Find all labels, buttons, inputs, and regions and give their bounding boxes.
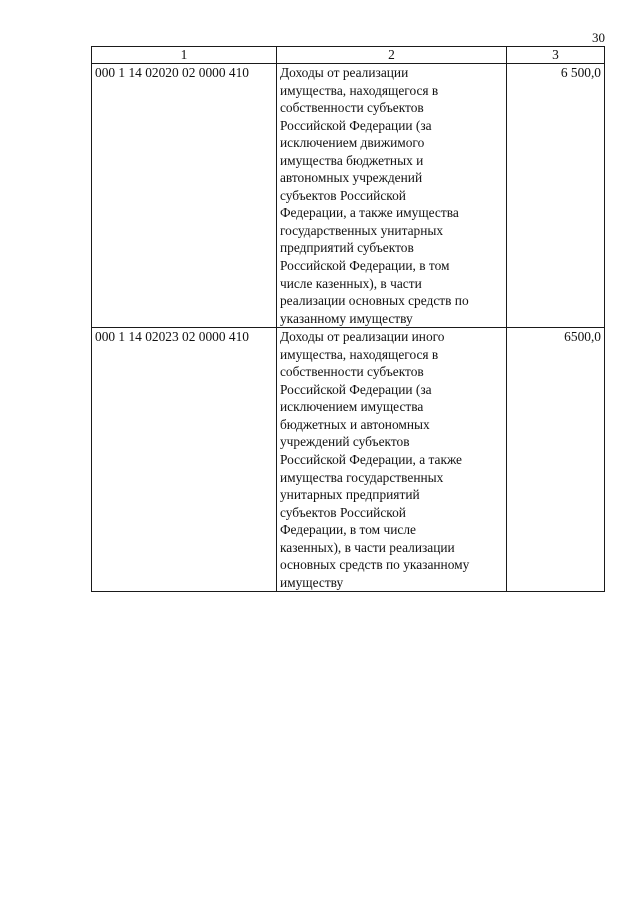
description-line: Федерации, а также имущества xyxy=(279,205,459,221)
description-line: учреждений субъектов xyxy=(279,434,410,450)
description-line: Российской Федерации (за xyxy=(279,381,432,397)
description-line: указанному имуществу xyxy=(279,310,413,326)
description-line: собственности субъектов xyxy=(279,364,424,380)
description-line: Доходы от реализации xyxy=(279,65,409,80)
table-row xyxy=(92,64,605,328)
column-header-amount: 3 xyxy=(506,47,604,64)
amount-cell: 6 500,0 xyxy=(506,64,604,328)
description-cell xyxy=(276,328,506,592)
description-line: Федерации, в том числе xyxy=(279,522,416,538)
description-line: имущества бюджетных и xyxy=(279,152,424,168)
description-line: имущества государственных xyxy=(279,469,444,485)
budget-code-cell: 000 1 14 02023 02 0000 410 xyxy=(92,328,277,592)
description-line: Доходы от реализации иного xyxy=(279,329,445,345)
table-header-row xyxy=(92,47,605,64)
description-line: Российской Федерации (за xyxy=(279,117,432,133)
description-line: имуществу xyxy=(279,574,344,590)
amount-cell: 6500,0 xyxy=(506,328,604,592)
description-line: субъектов Российской xyxy=(279,187,406,203)
description-line: исключением движимого xyxy=(279,135,425,151)
table-row xyxy=(92,328,605,592)
description-cell xyxy=(276,64,506,328)
description-line: основных средств по указанному xyxy=(279,557,470,573)
description-line: предприятий субъектов xyxy=(279,240,414,256)
description-line: Российской Федерации, а также xyxy=(279,452,463,468)
description-line: казенных), в части реализации xyxy=(279,539,455,555)
budget-revenue-table xyxy=(91,46,605,592)
page-number: 30 xyxy=(592,30,605,45)
description-line: собственности субъектов xyxy=(279,100,424,116)
description-line: имущества, находящегося в xyxy=(279,82,439,98)
column-header-code: 1 xyxy=(92,47,277,64)
description-line: субъектов Российской xyxy=(279,504,406,520)
description-line: государственных унитарных xyxy=(279,222,444,238)
description-line: имущества, находящегося в xyxy=(279,346,439,362)
budget-code-cell: 000 1 14 02020 02 0000 410 xyxy=(92,64,277,328)
description-line: исключением имущества xyxy=(279,399,424,415)
description-line: бюджетных и автономных xyxy=(279,416,430,432)
description-line: автономных учреждений xyxy=(279,170,423,186)
description-line: числе казенных), в части xyxy=(279,275,422,291)
description-line: реализации основных средств по xyxy=(279,293,469,309)
column-header-description: 2 xyxy=(276,47,506,64)
description-line: унитарных предприятий xyxy=(279,487,420,503)
description-line: Российской Федерации, в том xyxy=(279,258,450,274)
